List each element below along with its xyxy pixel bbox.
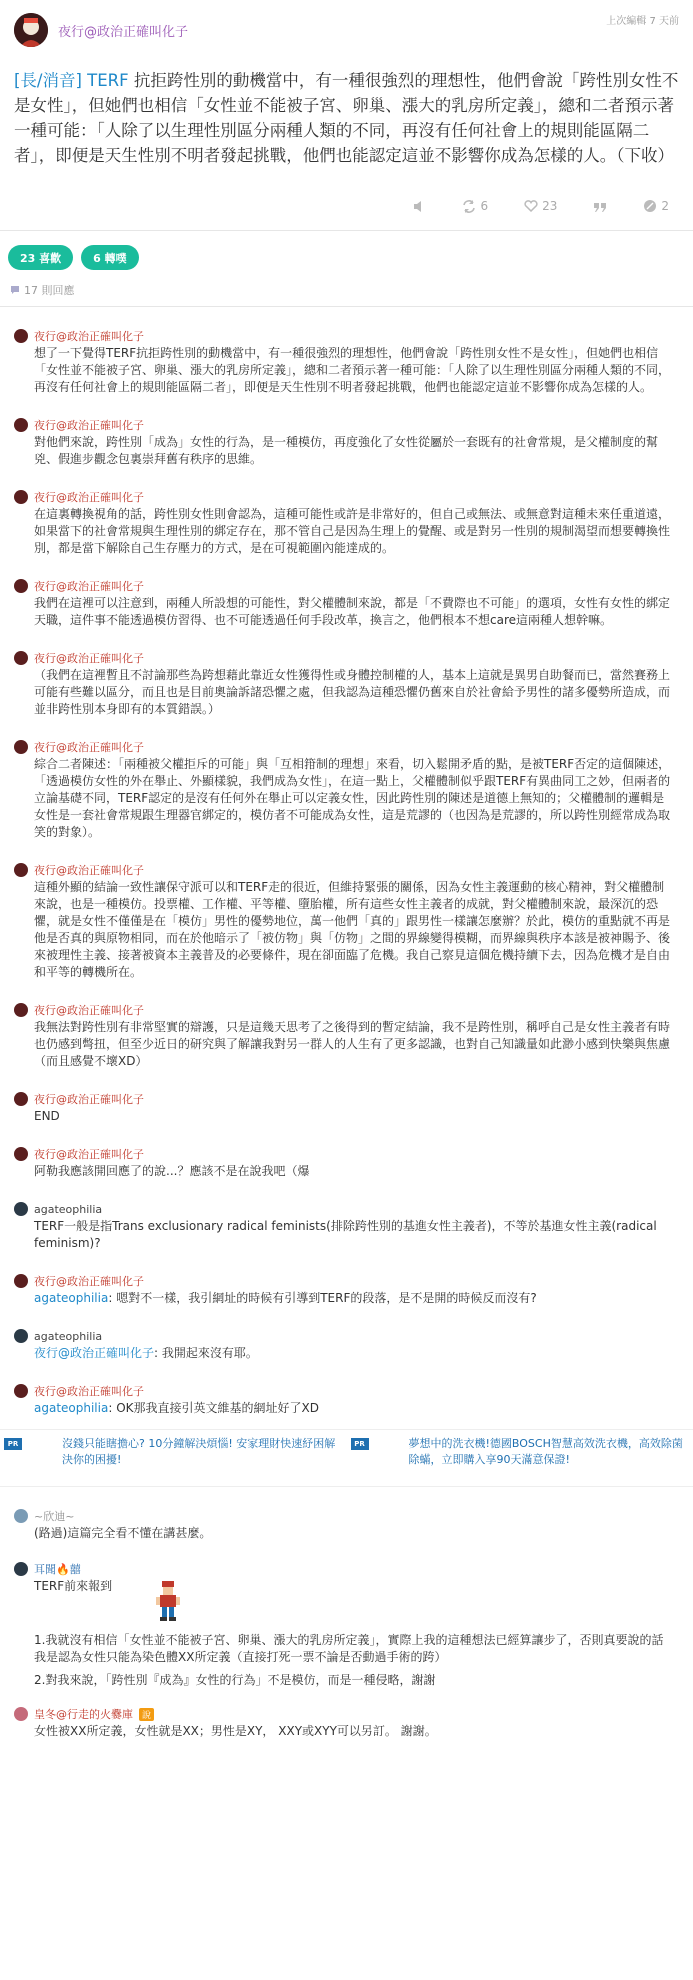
avatar[interactable] bbox=[14, 1202, 28, 1216]
comment-author-link[interactable]: 夜行@政治正確叫化子 bbox=[34, 1148, 144, 1161]
user-badge: 說 bbox=[139, 1708, 154, 1721]
avatar[interactable] bbox=[14, 863, 28, 877]
list-item bbox=[14, 1307, 679, 1362]
comment-text: END bbox=[34, 1109, 60, 1123]
comment-line: 2.對我來說，「跨性別『成為』女性的行為」不是模仿，而是一種侵略，謝謝 bbox=[34, 1673, 436, 1687]
avatar[interactable] bbox=[14, 1092, 28, 1106]
ad-banner[interactable] bbox=[347, 1430, 693, 1486]
speaker-icon bbox=[413, 200, 426, 213]
likes-badge[interactable]: 23 喜歡 bbox=[8, 245, 73, 270]
comment-author-link[interactable]: agateophilia bbox=[34, 1202, 103, 1216]
heart-icon bbox=[524, 200, 538, 212]
avatar[interactable] bbox=[14, 13, 48, 47]
reply-count bbox=[0, 270, 693, 298]
sprite-icon bbox=[154, 1581, 182, 1621]
avatar[interactable] bbox=[14, 1147, 28, 1161]
ad-text[interactable]: 夢想中的洗衣機!德國BOSCH智慧高效洗衣機，高效除菌除蟎，立即購入享90天滿意保證! bbox=[408, 1437, 683, 1466]
list-item bbox=[14, 718, 679, 841]
repost-button[interactable] bbox=[462, 199, 488, 213]
comment-button[interactable] bbox=[643, 199, 669, 213]
list-item bbox=[14, 1487, 679, 1542]
avatar[interactable] bbox=[14, 1384, 28, 1398]
avatar[interactable] bbox=[14, 418, 28, 432]
list-item bbox=[14, 1125, 679, 1180]
ad-tag: PR bbox=[4, 1438, 22, 1450]
avatar[interactable] bbox=[14, 740, 28, 754]
comment-text: 在這裏轉換視角的話，跨性別女性則會認為，這種可能性或許是非常好的，但自己或無法、或無意對這種未來任重道遠，如果當下的社會常規與生理性別的綁定存在，那不管自己是因為生理上的覺醒、或是對另一性別的規制渴望而想要轉換性別，都是當下解除自己生存壓力的方式，是在可視範圍內能達成的。 bbox=[34, 507, 671, 555]
avatar[interactable] bbox=[14, 651, 28, 665]
reposts-badge[interactable]: 6 轉噗 bbox=[81, 245, 138, 270]
like-count: 23 bbox=[542, 199, 558, 213]
list-item bbox=[14, 629, 679, 718]
comment-count: 2 bbox=[661, 199, 669, 213]
comment-text bbox=[14, 1345, 679, 1362]
quote-icon bbox=[593, 200, 607, 213]
edited-timestamp: 上次編輯 7 天前 bbox=[606, 16, 679, 27]
comment-text: TERF一般是指Trans exclusionary radical feminists(排除跨性別的基進女性主義者)，不等於基進女性主義(radical feminism)? bbox=[34, 1219, 657, 1250]
comment-text: (路過)這篇完全看不懂在講甚麼。 bbox=[34, 1526, 212, 1540]
comment-text: 想了一下覺得TERF抗拒跨性別的動機當中，有一種很強烈的理想性，他們會說「跨性別女性不是女性」，但她們也相信「女性並不能被子宮、卵巢、漲大的乳房所定義」，總和二者預示著一種可能：「人除了以生理性別區分兩種人類的不同，再沒有任何社會上的規則能區隔二者」，即便是天生性別不明者發起挑戰，他們也能認定這並不影響你成為怎樣的人。 bbox=[34, 346, 671, 394]
quote-button[interactable] bbox=[593, 200, 607, 213]
mention-link[interactable]: agateophilia bbox=[34, 1401, 109, 1415]
avatar[interactable] bbox=[14, 1707, 28, 1721]
comment-author-link[interactable]: 夜行@政治正確叫化子 bbox=[34, 419, 144, 432]
reply-count-label: 17 則回應 bbox=[24, 284, 75, 297]
comment-text bbox=[14, 1578, 679, 1689]
post-tag-link[interactable]: [長/消音] TERF bbox=[14, 71, 129, 90]
comment-author-link[interactable]: 夜行@政治正確叫化子 bbox=[34, 1093, 144, 1106]
comment-icon bbox=[643, 199, 657, 213]
comment-author-link[interactable]: 夜行@政治正確叫化子 bbox=[34, 491, 144, 504]
comment-list-continued bbox=[0, 1487, 693, 1740]
speech-bubble-icon bbox=[10, 285, 20, 295]
comment-author-link[interactable]: 夜行@政治正確叫化子 bbox=[34, 741, 144, 754]
comment-text: 我們在這裡可以注意到，兩種人所設想的可能性，對父權體制來說，都是「不費際也不可能」的選項，女性有女性的綁定天職，這件事不能透過模仿習得、也不可能透過任何手段改革，換言之，他們根本不想care這兩種人想幹嘛。 bbox=[34, 596, 671, 627]
mute-button[interactable] bbox=[413, 200, 426, 213]
post-author-link[interactable]: 夜行@政治正確叫化子 bbox=[58, 24, 189, 40]
comment-text: 對他們來說，跨性別「成為」女性的行為，是一種模仿，再度強化了女性從屬於一套既有的社會常規，是父權制度的幫兇、假進步觀念包裏崇拜舊有秩序的思維。 bbox=[34, 435, 659, 466]
comment-author-link[interactable]: ~欣迪~ bbox=[34, 1510, 75, 1523]
list-item bbox=[14, 468, 679, 557]
list-item bbox=[14, 841, 679, 981]
ad-tag: PR bbox=[351, 1438, 369, 1450]
avatar[interactable] bbox=[14, 1562, 28, 1576]
reaction-badges bbox=[0, 231, 693, 270]
list-item bbox=[14, 1689, 679, 1740]
repost-count: 6 bbox=[480, 199, 489, 213]
repost-icon bbox=[462, 200, 476, 213]
ad-banner[interactable] bbox=[0, 1430, 347, 1486]
comment-author-link[interactable]: 夜行@政治正確叫化子 bbox=[34, 1004, 144, 1017]
comment-author-link[interactable]: 夜行@政治正確叫化子 bbox=[34, 1385, 144, 1398]
comment-text-body: : 我開起來沒有耶。 bbox=[154, 1346, 258, 1360]
list-item bbox=[14, 1362, 679, 1417]
mention-link[interactable]: agateophilia bbox=[34, 1291, 109, 1305]
comment-author-link[interactable]: 夜行@政治正確叫化子 bbox=[34, 330, 144, 343]
comment-text-body: : OK那我直接引英文維基的網址好了XD bbox=[108, 1401, 319, 1415]
mention-link[interactable]: 夜行@政治正確叫化子 bbox=[34, 1346, 155, 1360]
list-item bbox=[14, 1252, 679, 1307]
ad-text[interactable]: 沒錢只能瞎擔心? 10分鐘解決煩惱! 安家理財快速紓困解決你的困擾! bbox=[62, 1437, 336, 1466]
comment-author-link[interactable]: 夜行@政治正確叫化子 bbox=[34, 580, 144, 593]
comment-text: 綜合二者陳述：「兩種被父權拒斥的可能」與「互相箝制的理想」來看，切入鬆開矛盾的點，是被TERF否定的這個陳述，「透過模仿女性的外在舉止、外顯樣貌，我們成為女性」，在這一點上，父權體制似乎跟TERF有異曲同工之妙，但兩者的立論基礎不同，TERF認定的是沒有任何外在舉止可以定義女性，因此跨性別的陳述是道德上無知的；父權體制的邏輯是女性是一套社會常規跟生理器官綁定的，模仿者不可能成為女性，這是荒謬的（也因為是荒謬的，所以跨性別經常成為取笑的對象）。 bbox=[34, 757, 671, 839]
list-item bbox=[14, 981, 679, 1070]
comment-line: TERF前來報到 bbox=[34, 1579, 113, 1593]
like-button[interactable] bbox=[524, 199, 557, 213]
comment-author-link[interactable]: agateophilia bbox=[34, 1329, 103, 1343]
avatar[interactable] bbox=[14, 579, 28, 593]
comment-text bbox=[14, 1400, 679, 1417]
comment-text bbox=[14, 1290, 679, 1307]
post-text: 抗拒跨性別的動機當中，有一種很強烈的理想性，他們會說「跨性別女性不是女性」，但她們也相信「女性並不能被子宮、卵巢、漲大的乳房所定義」，總和二者預示著一種可能：「人除了以生理性別區分兩種人類的不同，再沒有任何社會上的規則能區隔二者」，即便是天生性別不明者發起挑戰，他們也能認定這並不影響你成為怎樣的人。（下收） bbox=[14, 71, 679, 165]
comment-text: 這種外顯的結論一致性讓保守派可以和TERF走的很近，但維持緊張的關係，因為女性主義運動的核心精神，對父權體制來說，也是一種模仿。投票權、工作權、平等權、墮胎權，所有這些女性主義者的成就，對父權體制來說，最深沉的恐懼，就是女性不僅僅是在「模仿」男性的優勢地位，萬一他們「真的」跟男性一樣讓怎麼辦？於此，模仿的重點就不再是他是否真的與原物相同，而在於他暗示了「被仿物」與「仿物」之間的界線變得模糊，而界線與秩序本該是被神賜予、後來被理性主義、接著被資本主義普及的必要條件，現在卻面臨了危機。我自己察見這個危機持續下去，因為危機才是自由和平等的轉機所在。 bbox=[34, 880, 671, 979]
comment-author-link[interactable]: 耳聞🔥囍 bbox=[34, 1563, 81, 1576]
list-item bbox=[14, 1070, 679, 1125]
post-content bbox=[14, 68, 679, 168]
list-item bbox=[14, 557, 679, 629]
comment-text: 女性被XX所定義，女性就是XX；男性是XY， XXY或XYY可以另訂。 謝謝。 bbox=[34, 1724, 437, 1738]
comment-text-body: : 嗯對不一樣，我引網址的時候有引導到TERF的段落，是不是開的時候反而沒有? bbox=[108, 1291, 537, 1305]
comment-author-link[interactable]: 夜行@政治正確叫化子 bbox=[34, 864, 144, 877]
post-header bbox=[14, 12, 679, 48]
avatar[interactable] bbox=[14, 490, 28, 504]
avatar[interactable] bbox=[14, 1274, 28, 1288]
ad-banner-row bbox=[0, 1429, 693, 1487]
list-item bbox=[14, 396, 679, 468]
plurk-post bbox=[0, 0, 693, 218]
comment-list bbox=[0, 307, 693, 1417]
list-item bbox=[14, 1180, 679, 1252]
list-item bbox=[14, 1542, 679, 1689]
comment-text: 阿勒我應該開回應了的說...？應該不是在說我吧（爆 bbox=[34, 1164, 310, 1178]
list-item bbox=[14, 307, 679, 396]
avatar[interactable] bbox=[14, 1003, 28, 1017]
comment-author-link[interactable]: 夜行@政治正確叫化子 bbox=[34, 1275, 144, 1288]
avatar[interactable] bbox=[14, 1329, 28, 1343]
comment-text: （我們在這裡暫且不討論那些為跨想藉此靠近女性獲得性或身體控制權的人，基本上這就是異男自助餐而已，當然賽務上可能有些難以區分，而且也是目前奧論訴諸恐懼之處，但我認為這種恐懼仍舊來自於社會給予男性的諸多優勢所造成，而並非跨性別本身即有的本質錯誤。） bbox=[34, 668, 671, 716]
avatar-image-icon bbox=[14, 13, 48, 47]
avatar[interactable] bbox=[14, 329, 28, 343]
comment-text: 我無法對跨性別有非常堅實的辯護，只是這幾天思考了之後得到的暫定結論，我不是跨性別，稱呼自己是女性主義者有時也仍感到彆扭，但至少近日的研究與了解讓我對另一群人的人生有了更多認識，也對自己知識量如此渺小感到快樂與焦慮（而且感覺不壞XD） bbox=[34, 1020, 671, 1068]
comment-author-link[interactable]: 夜行@政治正確叫化子 bbox=[34, 652, 144, 665]
comment-line: 1.我就沒有相信「女性並不能被子宮、卵巢、漲大的乳房所定義」，實際上我的這種想法已經算讓步了，否則真要說的話我是認為女性只能為染色體XX所定義（直接打死一票不論是否動過手術的跨） bbox=[34, 1633, 664, 1664]
post-stats-bar bbox=[14, 194, 679, 218]
avatar[interactable] bbox=[14, 1509, 28, 1523]
comment-author-link[interactable]: 皇冬@行走的火爨庫 bbox=[34, 1708, 133, 1721]
